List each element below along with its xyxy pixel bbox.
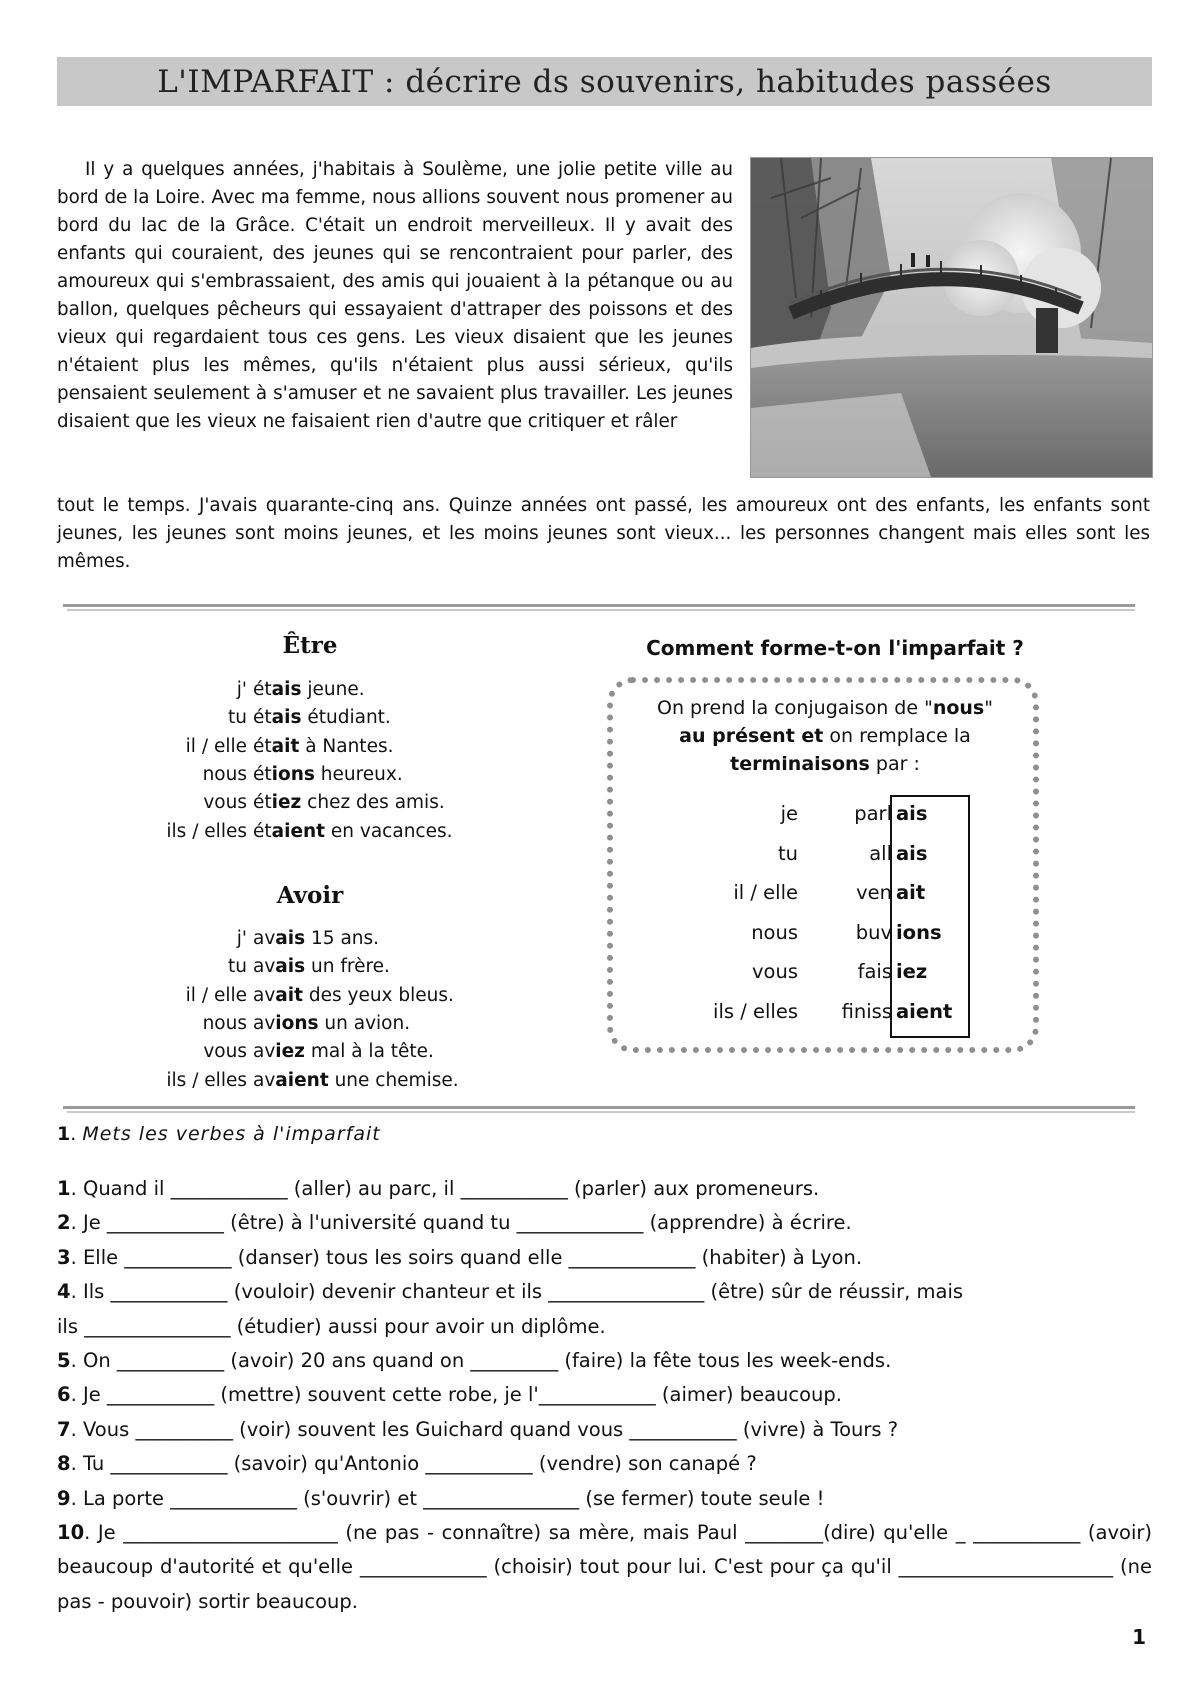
verb-ending: iez xyxy=(271,792,302,814)
exercise-item-number: 1 xyxy=(57,1177,71,1200)
exercise-item-number: 7 xyxy=(57,1417,71,1441)
verb-form xyxy=(253,953,390,981)
etre-conjugation-row xyxy=(80,704,480,732)
ending-ending: aient xyxy=(896,999,953,1023)
verb-ending: ais xyxy=(275,956,306,978)
exercise-item-text: Elle ___________ (danser) tous les soirs quand elle _____________ (habiter) à Lyon. xyxy=(76,1245,863,1269)
verb-form xyxy=(253,676,365,704)
page-number: 1 xyxy=(1132,1625,1146,1649)
rule-explanation: On prend la conjugaison de "nous" au présent et on remplace la terminaisons par : xyxy=(656,697,993,775)
verb-stem: ét xyxy=(253,820,272,842)
complement: à Nantes. xyxy=(299,735,394,757)
exercise-item: 5. On ___________ (avoir) 20 ans quand on _________ (faire) la fête tous les week-ends. xyxy=(57,1348,892,1372)
exercise-item-text: Tu ____________ (savoir) qu'Antonio ___________ (vendre) son canapé ? xyxy=(76,1452,757,1476)
pronoun: tu xyxy=(228,956,247,978)
verb-ending: ais xyxy=(271,707,302,729)
story-paragraph: Il y a quelques années, j'habitais à Soulème, une jolie petite ville au bord de la Loire. Avec ma femme, nous allions souvent nous promener au bord du lac de la Grâce. C'était un endroit merveilleux. Il y avait des enfants qui couraient, des jeunes qui se rencontraient pour parler, des amoureux qui s'embrassaient, des amis qui jouaient à la pétanque ou au ballon, quelques pêcheurs qui essayaient d'attraper des poissons et des vieux qui regardaient tous ces gens. Les vieux disaient que les jeunes n'étaient plus les mêmes, qu'ils n'étaient plus aussi sérieux, qu'ils pensaient seulement à s'amuser et ne savaient plus travailler. Les jeunes disaient que les vieux ne faisaient rien d'autre que critiquer et râler xyxy=(57,159,733,432)
complement: étudiant. xyxy=(301,707,391,729)
exercise-item-number: 8 xyxy=(57,1452,71,1476)
verb-ending: aient xyxy=(275,1069,329,1091)
ending-pronoun: ils / elles xyxy=(713,999,798,1023)
exercise-item-text: La porte _____________ (s'ouvrir) et ________________ (se fermer) toute seule ! xyxy=(76,1486,825,1510)
exercise-item-text: On ___________ (avoir) 20 ans quand on _________ (faire) la fête tous les week-ends. xyxy=(76,1348,892,1372)
exercise-item xyxy=(57,1310,1152,1344)
verb-ending: ait xyxy=(275,984,303,1006)
verb-form xyxy=(253,1067,459,1095)
verb-ending: ais xyxy=(271,679,302,700)
ending-ending: ais xyxy=(896,841,928,865)
ending-stem: finiss xyxy=(841,999,892,1023)
story-text-bottom: tout le temps. J'avais quarante-cinq ans. Quinze années ont passé, les amoureux ont des enfants, les enfants sont jeunes, les jeunes sont moins jeunes, et les moins jeunes sont vieux... les personnes changent mais elles sont les mêmes. xyxy=(57,495,1150,572)
ending-stem: parl xyxy=(854,802,892,825)
verb-ending: ais xyxy=(275,928,306,949)
verb-stem: av xyxy=(253,1012,276,1034)
exercise-item-number: 3 xyxy=(57,1245,71,1269)
avoir-conjugation-row xyxy=(80,982,480,1010)
etre-conjugation-row xyxy=(80,789,480,817)
complement: une chemise. xyxy=(328,1069,459,1091)
exercise-item-text: Vous __________ (voir) souvent les Guichard quand vous ___________ (vivre) à Tours ? xyxy=(76,1417,899,1441)
verb-stem: av xyxy=(253,956,276,978)
verb-stem: ét xyxy=(253,792,272,814)
avoir-conjugation-row xyxy=(80,1038,480,1066)
verb-stem: av xyxy=(253,1041,276,1063)
verb-form xyxy=(253,925,379,953)
how-heading: Comment forme-t-on l'imparfait ? xyxy=(646,636,1024,660)
pronoun: vous xyxy=(203,1041,247,1063)
etre-conjugation-row xyxy=(80,761,480,789)
title-banner xyxy=(57,57,1152,106)
pronoun: ils / elles xyxy=(166,1069,247,1091)
verb-form xyxy=(253,818,453,846)
complement: chez des amis. xyxy=(301,792,445,814)
exercise-item-text: Ils ____________ (vouloir) devenir chanteur et ils ________________ (être) sûr de réussir, mais xyxy=(76,1280,964,1304)
ending-ending: ais xyxy=(896,802,928,825)
ending-stem: all xyxy=(869,841,892,865)
etre-conjugation-row xyxy=(80,676,480,704)
verb-stem: ét xyxy=(253,763,272,785)
exercise-item-text: ils _______________ (étudier) aussi pour avoir un diplôme. xyxy=(57,1314,606,1338)
section-divider xyxy=(63,604,1135,607)
ending-stem: ven xyxy=(856,881,892,904)
exercise-item: 3. Elle ___________ (danser) tous les soirs quand elle _____________ (habiter) à Lyon. xyxy=(57,1245,863,1269)
exercise-item: 4. Ils ____________ (vouloir) devenir chanteur et ils ________________ (être) sûr de réussir, mais xyxy=(57,1280,964,1304)
complement: des yeux bleus. xyxy=(302,984,454,1006)
verb-ending: ions xyxy=(275,1012,319,1034)
complement: 15 ans. xyxy=(305,928,380,949)
ending-pronoun: nous xyxy=(751,920,798,944)
verb-stem: ét xyxy=(253,735,272,757)
endings-box xyxy=(890,795,970,1038)
exercise-list xyxy=(57,1172,1152,1619)
ending-pronoun: vous xyxy=(752,960,798,983)
avoir-conjugation-row xyxy=(80,1010,480,1038)
avoir-conjugation-row xyxy=(80,953,480,981)
ending-ending: ions xyxy=(896,920,942,944)
ending-pronoun: il / elle xyxy=(733,881,798,904)
ending-pronoun: je xyxy=(780,802,798,825)
pronoun: il / elle xyxy=(185,984,247,1006)
avoir-heading: Avoir xyxy=(276,882,344,909)
verb-form xyxy=(253,789,445,817)
verb-stem: av xyxy=(253,1069,276,1091)
pronoun: ils / elles xyxy=(166,820,247,842)
complement: un frère. xyxy=(305,956,390,978)
story-text-top xyxy=(57,156,733,436)
exercise-item: 7. Vous __________ (voir) souvent les Guichard quand vous ___________ (vivre) à Tours ? xyxy=(57,1417,899,1441)
page-title: L'IMPARFAIT : décrire ds souvenirs, habitudes passées xyxy=(157,63,1052,100)
complement: en vacances. xyxy=(325,820,453,842)
bridge-over-river-photo-icon xyxy=(751,158,1152,477)
exercise-item-text: Quand il ____________ (aller) au parc, il ___________ (parler) aux promeneurs. xyxy=(76,1177,820,1200)
verb-form xyxy=(253,704,391,732)
exercise-item-number: 5 xyxy=(57,1348,71,1372)
exercise-item-number: 6 xyxy=(57,1383,71,1407)
avoir-conjugation-row xyxy=(80,925,480,953)
verb-form xyxy=(253,982,454,1010)
exercise-item: 6. Je ___________ (mettre) souvent cette robe, je l'____________ (aimer) beaucoup. xyxy=(57,1383,842,1407)
pronoun: j' xyxy=(236,928,247,949)
pronoun: il / elle xyxy=(185,735,247,757)
bridge-photo xyxy=(750,157,1153,478)
etre-heading: Être xyxy=(282,632,338,659)
exercise-item-text: Je ____________ (être) à l'université quand tu _____________ (apprendre) à écrire. xyxy=(76,1211,852,1235)
ending-ending: ait xyxy=(896,881,926,904)
exercise-item: 2. Je ____________ (être) à l'université quand tu _____________ (apprendre) à écrire. xyxy=(57,1211,852,1235)
ending-stem: fais xyxy=(857,960,892,983)
verb-ending: ait xyxy=(271,735,300,757)
etre-conjugation-row xyxy=(80,818,480,846)
verb-stem: av xyxy=(253,928,276,949)
exercise-item: 9. La porte _____________ (s'ouvrir) et ________________ (se fermer) toute seule ! xyxy=(57,1486,825,1510)
etre-conjugation-row xyxy=(80,733,480,761)
exercise-item-number: 2 xyxy=(57,1211,71,1235)
pronoun: vous xyxy=(203,792,247,814)
pronoun: j' xyxy=(236,679,247,700)
verb-form xyxy=(253,733,393,761)
verb-stem: ét xyxy=(253,707,272,729)
pronoun: tu xyxy=(228,707,247,729)
verb-stem: ét xyxy=(253,679,272,700)
verb-form xyxy=(253,761,403,789)
verb-form xyxy=(253,1038,434,1066)
pronoun: nous xyxy=(202,763,247,785)
verb-ending: aient xyxy=(271,820,326,842)
complement: jeune. xyxy=(301,679,365,700)
verb-ending: iez xyxy=(275,1041,305,1063)
ending-pronoun: tu xyxy=(777,841,798,865)
ending-ending: iez xyxy=(896,960,928,983)
verb-form xyxy=(253,1010,410,1038)
verb-ending: ions xyxy=(271,763,315,785)
exercise-item-10: 10. Je ______________________ (ne pas - connaître) sa mère, mais Paul ________(dire) qu'elle _ ___________ (avoir) beaucoup d'autorité et qu'elle _____________ (choisir) tout pour lui. C'est pour ça qu'il ______________________ (ne pas - pouvoir) sortir beaucoup. xyxy=(57,1520,1152,1613)
complement: un avion. xyxy=(318,1012,411,1034)
exercise-item: 8. Tu ____________ (savoir) qu'Antonio ___________ (vendre) son canapé ? xyxy=(57,1452,757,1476)
complement: heureux. xyxy=(314,763,403,785)
section-divider xyxy=(63,1106,1135,1109)
exercise-item-text: Je ___________ (mettre) souvent cette robe, je l'____________ (aimer) beaucoup. xyxy=(76,1383,842,1407)
exercise-heading: 1. Mets les verbes à l'imparfait xyxy=(57,1123,381,1145)
pronoun: nous xyxy=(202,1012,247,1034)
avoir-conjugation-row xyxy=(80,1067,480,1095)
complement: mal à la tête. xyxy=(304,1041,434,1063)
exercise-item-number: 9 xyxy=(57,1486,71,1510)
exercise-item: 1. Quand il ____________ (aller) au parc, il ___________ (parler) aux promeneurs. xyxy=(57,1177,820,1200)
exercise-item-number: 4 xyxy=(57,1280,71,1304)
verb-stem: av xyxy=(253,984,276,1006)
ending-stem: buv xyxy=(855,920,892,944)
